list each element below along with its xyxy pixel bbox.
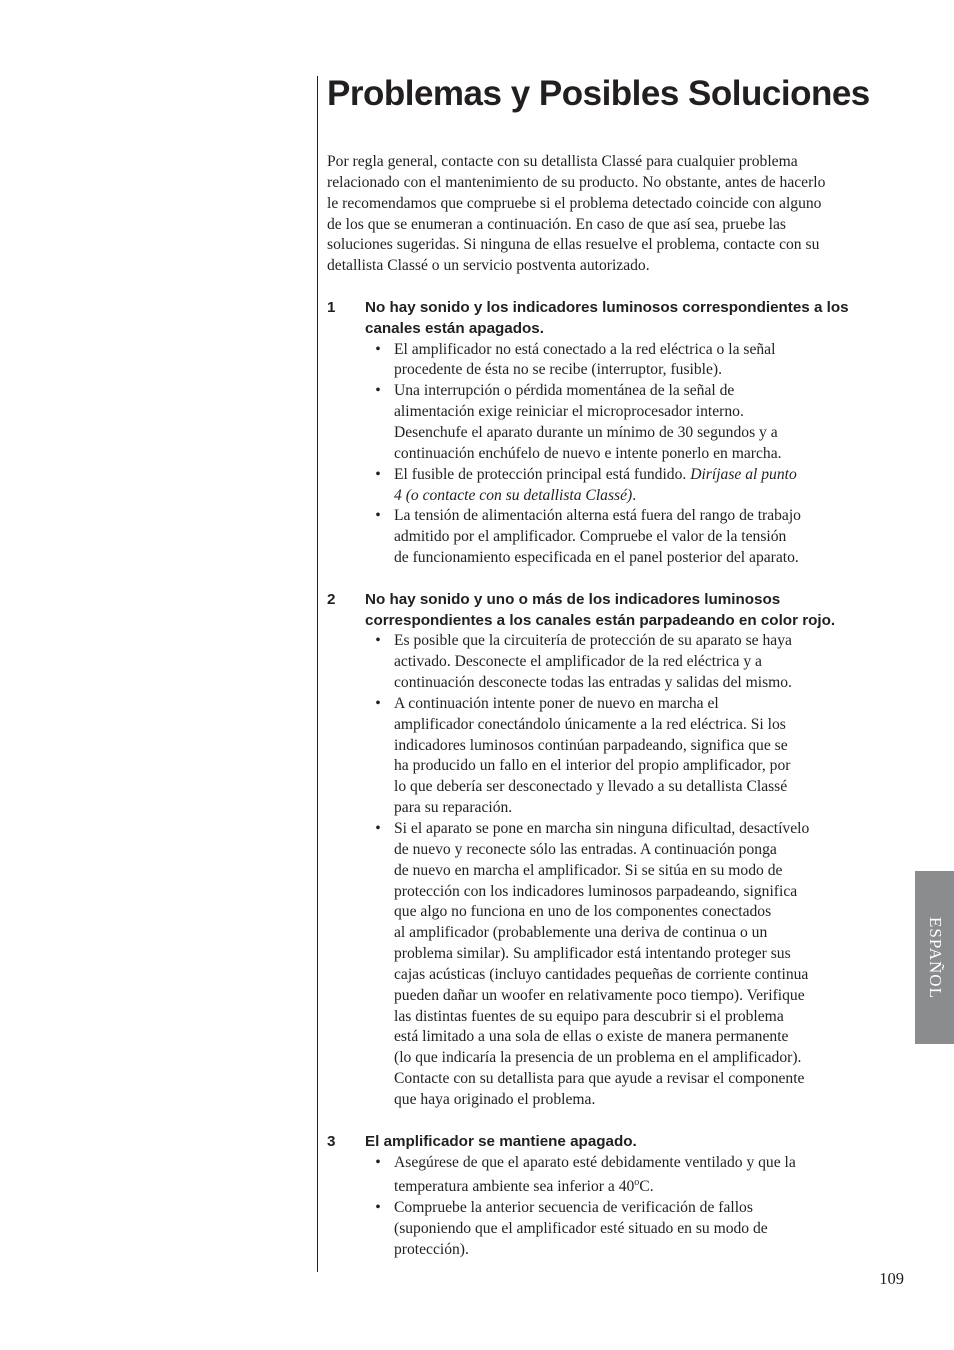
solution-text-run: temperatura ambiente sea inferior a 40 bbox=[394, 1178, 635, 1196]
solution-item bbox=[365, 381, 879, 464]
problem-number: 3 bbox=[327, 1132, 336, 1150]
solution-text bbox=[394, 506, 879, 569]
solution-item bbox=[365, 631, 879, 694]
solution-line: de funcionamiento especificada en el panel posterior del aparato. bbox=[394, 549, 799, 567]
problem-section-1 bbox=[327, 298, 879, 569]
page-number: 109 bbox=[879, 1269, 904, 1288]
language-side-tab bbox=[915, 871, 954, 1044]
solution-item bbox=[365, 694, 879, 819]
bullet-icon: • bbox=[375, 632, 381, 650]
solution-item bbox=[365, 340, 879, 382]
solution-line: las distintas fuentes de su equipo para descubrir si el problema bbox=[394, 1007, 784, 1025]
page-body bbox=[327, 152, 879, 1282]
solution-text bbox=[394, 819, 879, 1111]
solution-line: procedente de ésta no se recibe (interruptor, fusible). bbox=[394, 361, 723, 379]
solution-line: Es posible que la circuitería de protección de su aparato se haya bbox=[394, 632, 792, 650]
solution-text bbox=[394, 465, 879, 507]
solution-line: La tensión de alimentación alterna está fuera del rango de trabajo bbox=[394, 507, 801, 525]
problem-title bbox=[365, 298, 879, 340]
bullet-icon: • bbox=[375, 1153, 381, 1171]
solution-line: (suponiendo que el amplificador esté situado en su modo de bbox=[394, 1220, 768, 1238]
problem-title bbox=[365, 1132, 879, 1153]
solution-line: protección). bbox=[394, 1241, 469, 1259]
intro-line: relacionado con el mantenimiento de su producto. No obstante, antes de hacerlo bbox=[327, 173, 826, 191]
problem-heading bbox=[327, 590, 879, 632]
solution-text-run: El fusible de protección principal está fundido. bbox=[394, 465, 687, 483]
solution-line: El amplificador no está conectado a la red eléctrica o la señal bbox=[394, 340, 776, 358]
solution-text bbox=[394, 381, 879, 464]
solution-line: indicadores luminosos continúan parpadeando, significa que se bbox=[394, 736, 788, 754]
solution-list bbox=[327, 631, 879, 1110]
solution-item bbox=[365, 506, 879, 569]
problem-title bbox=[365, 590, 879, 632]
solution-line: que haya originado el problema. bbox=[394, 1090, 596, 1108]
problem-number: 1 bbox=[327, 298, 336, 316]
bullet-icon: • bbox=[375, 820, 381, 837]
solution-line: Contacte con su detallista para que ayude a revisar el componente bbox=[394, 1070, 805, 1088]
solution-line: admitido por el amplificador. Compruebe el valor de la tensión bbox=[394, 528, 787, 546]
solution-list bbox=[327, 1153, 879, 1261]
bullet-icon: • bbox=[375, 507, 381, 525]
solution-text bbox=[394, 631, 879, 694]
solution-line: Compruebe la anterior secuencia de verificación de fallos bbox=[394, 1199, 753, 1217]
solution-line: Asegúrese de que el aparato esté debidamente ventilado y que la bbox=[394, 1153, 796, 1171]
solution-line bbox=[394, 465, 879, 486]
solution-line: continuación desconecte todas las entradas y salidas del mismo. bbox=[394, 674, 792, 692]
intro-line: detallista Classé o un servicio postventa autorizado. bbox=[327, 257, 650, 275]
bullet-icon: • bbox=[375, 382, 381, 400]
solution-line: activado. Desconecte el amplificador de la red eléctrica y a bbox=[394, 653, 762, 671]
problem-heading bbox=[327, 298, 879, 340]
solution-line: protección con los indicadores luminosos parpadeando, significa bbox=[394, 882, 798, 900]
problem-title-line: El amplificador se mantiene apagado. bbox=[365, 1132, 637, 1150]
solution-list bbox=[327, 340, 879, 569]
solution-line: amplificador conectándolo únicamente a la red eléctrica. Si los bbox=[394, 715, 786, 733]
solution-line: Desenchufe el aparato durante un mínimo de 30 segundos y a bbox=[394, 423, 778, 441]
intro-line: de los que se enumeran a continuación. En caso de que así sea, pruebe las bbox=[327, 215, 786, 233]
solution-line: lo que debería ser desconectado y llevado a su detallista Classé bbox=[394, 778, 788, 796]
solution-line: continuación enchúfelo de nuevo e intente ponerlo en marcha. bbox=[394, 444, 782, 462]
solution-line: alimentación exige reiniciar el microprocesador interno. bbox=[394, 403, 744, 421]
solution-line: (lo que indicaría la presencia de un problema en el amplificador). bbox=[394, 1049, 802, 1067]
degree-superscript: o bbox=[634, 1177, 640, 1189]
solution-line: Una interrupción o pérdida momentánea de la señal de bbox=[394, 382, 735, 400]
solution-line: para su reparación. bbox=[394, 799, 513, 817]
solution-text bbox=[394, 1198, 879, 1261]
solution-item bbox=[365, 1153, 879, 1199]
solution-text-run: C. bbox=[639, 1178, 654, 1196]
problem-section-3 bbox=[327, 1132, 879, 1261]
solution-line bbox=[394, 1173, 879, 1198]
intro-line: le recomendamos que compruebe si el problema detectado coincide con alguno bbox=[327, 194, 822, 212]
solution-line: al amplificador (probablemente una deriva de continua o un bbox=[394, 924, 768, 942]
solution-text bbox=[394, 694, 879, 819]
solution-item bbox=[365, 819, 879, 1111]
intro-line: Por regla general, contacte con su detallista Classé para cualquier problema bbox=[327, 153, 798, 170]
solution-line: A continuación intente poner de nuevo en marcha el bbox=[394, 694, 719, 712]
page-title: Problemas y Posibles Soluciones bbox=[327, 74, 870, 113]
margin-rule bbox=[317, 76, 318, 1272]
problem-title-line: No hay sonido y los indicadores luminosos correspondientes a los bbox=[365, 298, 849, 316]
problem-number: 2 bbox=[327, 590, 336, 608]
bullet-icon: • bbox=[375, 1199, 381, 1217]
solution-line: de nuevo en marcha el amplificador. Si se sitúa en su modo de bbox=[394, 861, 783, 879]
solution-item bbox=[365, 1198, 879, 1261]
solution-line: cajas acústicas (incluyo cantidades pequeñas de corriente continua bbox=[394, 965, 809, 983]
solution-line: ha producido un fallo en el interior del propio amplificador, por bbox=[394, 757, 791, 775]
solution-line: problema similar). Su amplificador está intentando proteger sus bbox=[394, 945, 791, 963]
problem-title-line: canales están apagados. bbox=[365, 319, 544, 337]
solution-line: de nuevo y reconecte sólo las entradas. A continuación ponga bbox=[394, 840, 777, 858]
bullet-icon: • bbox=[375, 694, 381, 712]
solution-text bbox=[394, 340, 879, 382]
solution-line: que algo no funciona en uno de los componentes conectados bbox=[394, 903, 772, 921]
problem-section-2 bbox=[327, 590, 879, 1111]
cross-reference: 4 (o contacte con su detallista Classé) bbox=[394, 486, 633, 504]
solution-text-run: . bbox=[632, 486, 637, 504]
solution-line: pueden dañar un woofer en relativamente poco tiempo). Verifique bbox=[394, 986, 805, 1004]
intro-paragraph bbox=[327, 152, 879, 277]
cross-reference: Diríjase al punto bbox=[690, 465, 797, 483]
solution-item bbox=[365, 465, 879, 507]
language-tab-label: ESPAÑOL bbox=[925, 916, 945, 999]
bullet-icon: • bbox=[375, 465, 381, 483]
bullet-icon: • bbox=[375, 340, 381, 358]
solution-line: está limitado a una sola de ellas o existe de manera permanente bbox=[394, 1028, 789, 1046]
solution-line bbox=[394, 486, 879, 507]
solution-line: Si el aparato se pone en marcha sin ninguna dificultad, desactívelo bbox=[394, 820, 810, 837]
intro-line: soluciones sugeridas. Si ninguna de ellas resuelve el problema, contacte con su bbox=[327, 236, 820, 254]
solution-text bbox=[394, 1153, 879, 1199]
problem-heading bbox=[327, 1132, 879, 1153]
problem-title-line: correspondientes a los canales están parpadeando en color rojo. bbox=[365, 611, 836, 629]
problem-title-line: No hay sonido y uno o más de los indicadores luminosos bbox=[365, 590, 781, 608]
